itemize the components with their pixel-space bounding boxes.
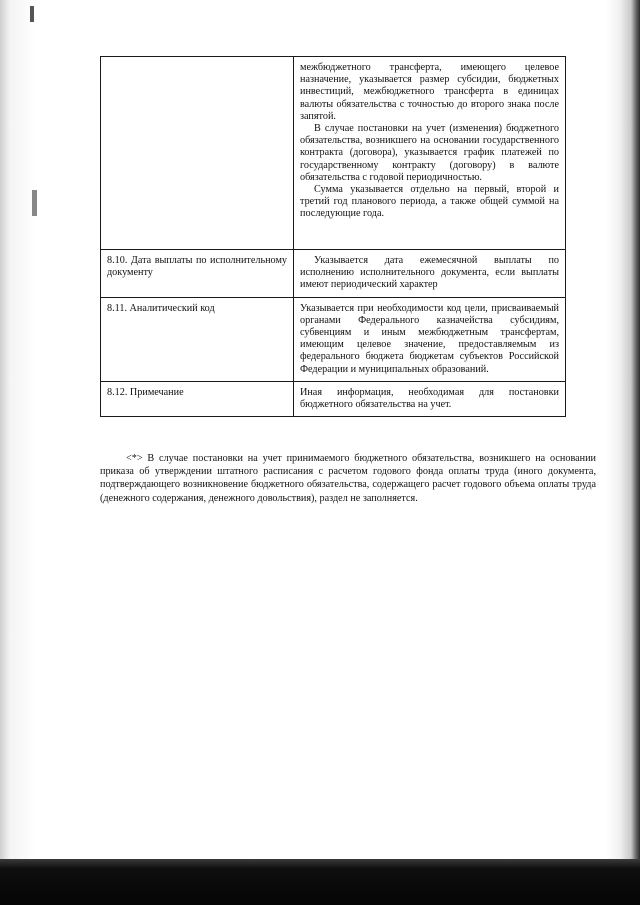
scan-speck [30, 6, 34, 22]
row-label-cell: 8.10. Дата выплаты по исполнительному документу [101, 250, 294, 298]
description-paragraph: Иная информация, необходимая для постановки бюджетного обязательства на учет. [300, 386, 559, 411]
row-description-cell [294, 381, 566, 416]
scan-left-edge [0, 0, 40, 905]
description-paragraph: В случае постановки на учет (изменения) бюджетного обязательства, возникшего на основании государственного контракта (договора), указывается график платежей по государственному контракту (договору) в валюте обязательства с годовой периодичностью. [300, 123, 559, 183]
row-label-cell: 8.11. Аналитический код [101, 297, 294, 381]
description-paragraph: межбюджетного трансферта, имеющего целевое назначение, указывается размер субсидии, бюджетных инвестиций, межбюджетного трансферта в единицах валюты обязательства с точностью до второго знака после запятой. [300, 62, 559, 122]
row-description-cell [294, 250, 566, 298]
description-paragraph: Указывается дата ежемесячной выплаты по исполнению исполнительного документа, если выплаты имеют периодический характер [300, 255, 559, 291]
row-label-cell [101, 57, 294, 250]
row-description-cell [294, 297, 566, 381]
table-row [101, 297, 566, 381]
scan-bottom-edge [0, 859, 640, 905]
description-paragraph: Указывается при необходимости код цели, присваиваемый органами Федерального казначейства субсидиям, субвенциям и иным межбюджетным трансфертам, имеющим целевое значение, предоставляемым из федерального бюджета бюджетам субъектов Российской Федерации и муниципальных образований. [300, 302, 559, 375]
table-row [101, 250, 566, 298]
footnote-text: <*> В случае постановки на учет принимаемого бюджетного обязательства, возникшего на основании приказа об утверждении штатного расписания с расчетом годового фонда оплаты труда (иного документа, подтверждающего возникновение бюджетного обязательства, содержащего расчет годового объема оплаты труда (денежного содержания, денежного довольствия), раздел не заполняется. [100, 453, 596, 504]
table-row [101, 381, 566, 416]
table-row [101, 57, 566, 250]
requisites-table [100, 56, 566, 417]
scan-right-edge [606, 0, 640, 905]
row-label-cell: 8.12. Примечание [101, 381, 294, 416]
scan-speck [32, 190, 37, 216]
row-description-cell [294, 57, 566, 250]
description-paragraph: Сумма указывается отдельно на первый, второй и третий год планового периода, а также общей суммой на последующие года. [300, 184, 559, 220]
